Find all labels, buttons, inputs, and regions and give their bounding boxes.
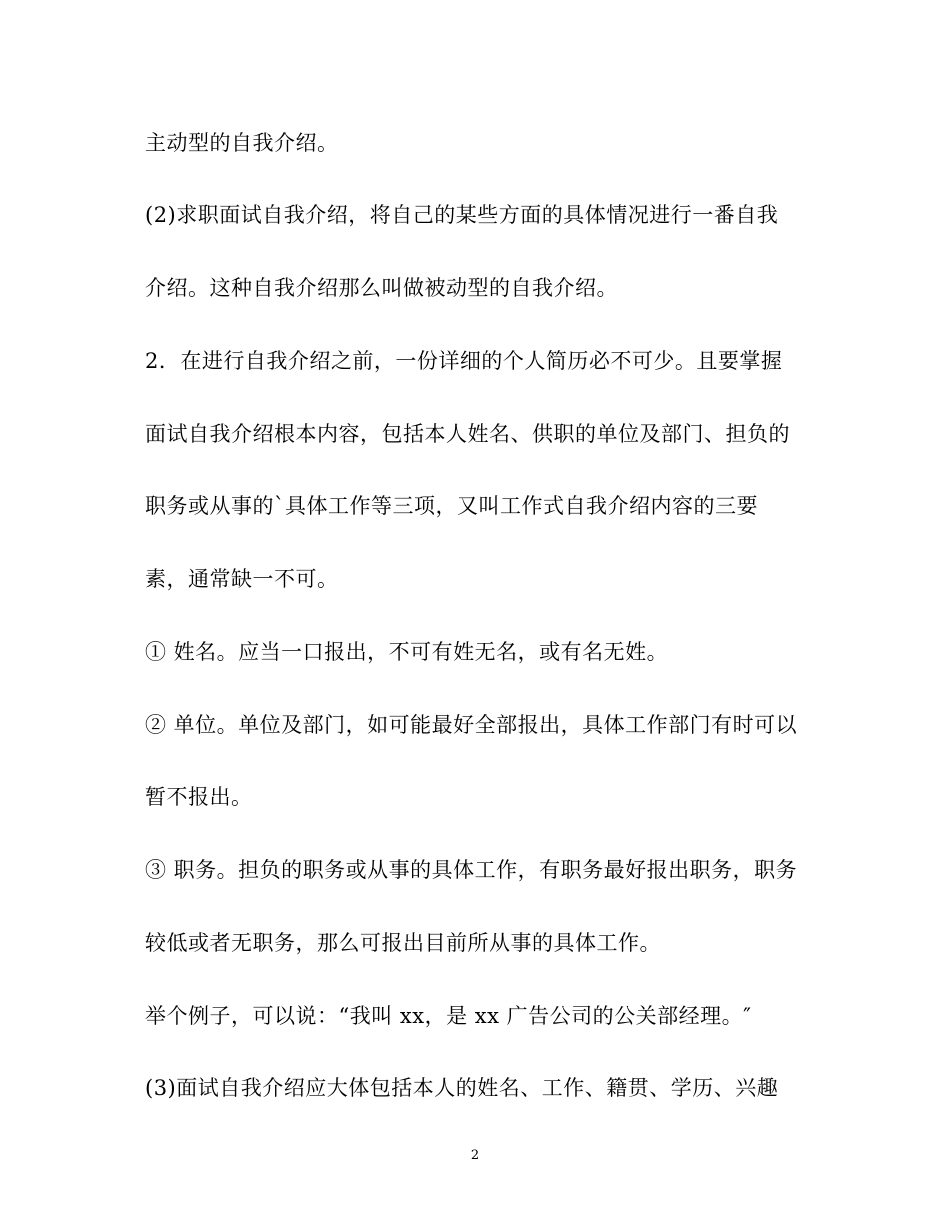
text-line: (3)面试自我介绍应大体包括本人的姓名、工作、籍贯、学历、兴趣 [145, 1076, 779, 1100]
text-line: 主动型的自我介绍。 [145, 131, 339, 155]
text-line: ② 单位。单位及部门，如可能最好全部报出，具体工作部门有时可以 [145, 713, 798, 737]
text-line: (2)求职面试自我介绍，将自己的某些方面的具体情况进行一番自我 [145, 203, 779, 227]
text-line: ① 姓名。应当一口报出，不可有姓无名，或有名无姓。 [145, 640, 669, 664]
page-number: 2 [470, 1148, 480, 1163]
text-line: ③ 职务。担负的职务或从事的具体工作，有职务最好报出职务，职务 [145, 858, 798, 882]
text-line: 暂不报出。 [145, 785, 253, 809]
text-line: 举个例子，可以说：“我叫 xx，是 xx 广告公司的公关部经理。″ [145, 1004, 752, 1028]
text-line: 较低或者无职务，那么可报出目前所从事的具体工作。 [145, 931, 661, 955]
text-line: 面试自我介绍根本内容，包括本人姓名、供职的单位及部门、担负的 [145, 422, 790, 446]
text-line: 介绍。这种自我介绍那么叫做被动型的自我介绍。 [145, 276, 618, 300]
text-line: 2．在进行自我介绍之前，一份详细的个人简历必不可少。且要掌握 [145, 349, 783, 373]
text-line: 职务或从事的`具体工作等三项，又叫工作式自我介绍内容的三要 [145, 494, 758, 518]
text-line: 素，通常缺一不可。 [145, 567, 339, 591]
